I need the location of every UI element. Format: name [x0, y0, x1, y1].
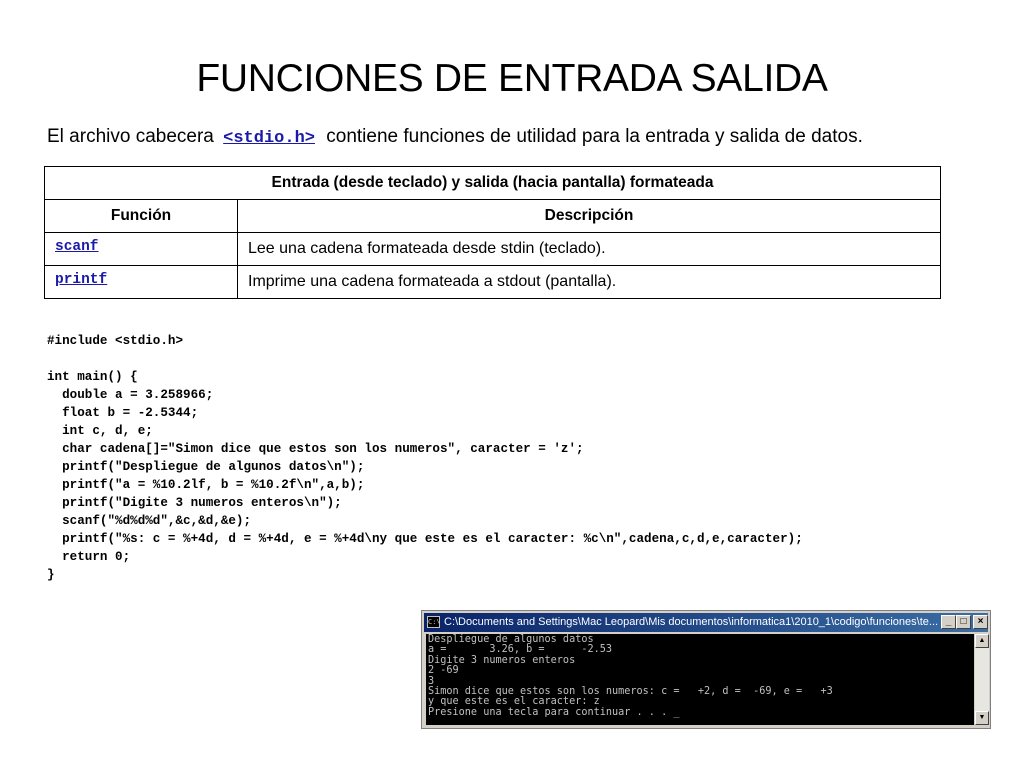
- intro-text-before: El archivo cabecera: [47, 126, 214, 147]
- console-title-bar[interactable]: [424, 613, 988, 632]
- console-scrollbar[interactable]: [975, 634, 989, 725]
- close-button[interactable]: ×: [973, 615, 988, 629]
- scroll-up-arrow-icon[interactable]: ▲: [975, 634, 989, 648]
- page-title: FUNCIONES DE ENTRADA SALIDA: [196, 57, 828, 100]
- console-line: Despliegue de algunos datos: [428, 634, 594, 645]
- table-caption-row: [45, 167, 941, 200]
- console-line: 2 -69: [428, 665, 459, 677]
- functions-table: [44, 166, 941, 299]
- table-row: [45, 233, 941, 266]
- maximize-button[interactable]: □: [956, 615, 971, 629]
- console-line: Presione una tecla para continuar . . . _: [428, 706, 680, 718]
- column-header-description: Descripción: [238, 200, 941, 233]
- console-window-title: C:\Documents and Settings\Mac Leopard\Mis documentos\informatica1\2010_1\codigo\funciones\te...: [444, 616, 939, 628]
- code-listing: #include <stdio.h> int main() { double a = 3.258966; float b = -2.5344; int c, d, e; char cadena[]="Simon dice que estos son los numeros", caracter = 'z'; printf("Despliegue de algunos datos\n"); printf("a = %10.2lf, b = %10.2f\n",a,b); printf("Digite 3 numeros enteros\n"); scanf("%d%d%d",&c,&d,&e); printf("%s: c = %+4d, d = %+4d, e = %+4d\ny que este es el caracter: %c\n",cadena,c,d,e,caracter); return 0; }: [47, 334, 803, 582]
- minimize-button[interactable]: _: [941, 615, 956, 629]
- stdio-header-link[interactable]: <stdio.h>: [223, 129, 315, 148]
- intro-text-after: contiene funciones de utilidad para la entrada y salida de datos.: [326, 126, 863, 147]
- function-description: Lee una cadena formateada desde stdin (teclado).: [238, 233, 941, 266]
- intro-paragraph: [47, 124, 1007, 152]
- console-line: Simon dice que estos son los numeros: c = +2, d = -69, e = +3: [428, 685, 833, 697]
- function-link-printf[interactable]: printf: [45, 266, 238, 299]
- scroll-down-arrow-icon[interactable]: ▼: [975, 711, 989, 725]
- console-window-icon[interactable]: C:\: [428, 618, 441, 626]
- console-window: [421, 610, 991, 729]
- table-row: [45, 266, 941, 299]
- function-link-scanf[interactable]: scanf: [45, 233, 238, 266]
- console-line: Digite 3 numeros enteros: [428, 654, 576, 666]
- console-output[interactable]: [426, 634, 974, 725]
- table-caption: Entrada (desde teclado) y salida (hacia pantalla) formateada: [45, 167, 941, 200]
- console-line: 3: [428, 675, 435, 687]
- function-description: Imprime una cadena formateada a stdout (pantalla).: [238, 266, 941, 299]
- console-line: y que este es el caracter: z: [428, 696, 600, 708]
- table-header-row: [45, 200, 941, 233]
- console-line: a = 3.26, b = -2.53: [428, 644, 613, 656]
- column-header-function: Función: [45, 200, 238, 233]
